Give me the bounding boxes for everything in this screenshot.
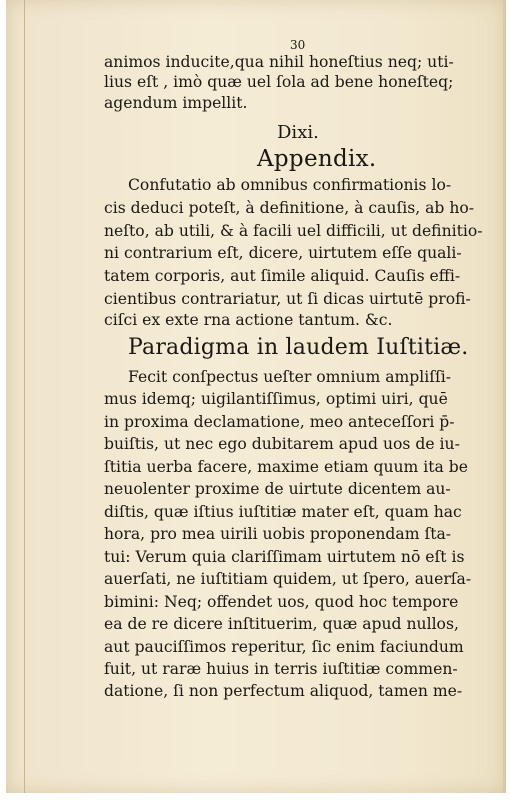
text-line: ea de re dicere inſtituerim, quæ apud nullos, xyxy=(104,615,459,633)
page-number: 30 xyxy=(290,38,306,52)
text-line: agendum impellit. xyxy=(104,94,248,112)
text-line: lius eſt , imò quæ uel ſola ad bene honeſteq; xyxy=(104,73,454,91)
text-line: tui: Verum quia clariſſimam uirtutem nō eſt is xyxy=(104,548,465,566)
text-line: datione, ſi non perfectum aliquod, tamen me- xyxy=(104,682,463,700)
text-line: cientibus contrariatur, ut ſi dicas uirtutē profi- xyxy=(104,290,471,308)
text-line: fuit, ut raræ huius in terris iuſtitiæ commen- xyxy=(104,660,458,678)
text-line: in proxima declamatione, meo anteceſſori p̄- xyxy=(104,413,455,431)
text-line: diſtis, quæ iſtius iuſtitiæ mater eſt, quam hac xyxy=(104,503,462,521)
text-line: Confutatio ab omnibus confirmationis lo- xyxy=(128,176,452,194)
text-line: mus idemq; uigilantiſſimus, optimi uiri, quē xyxy=(104,390,448,408)
text-line: bimini: Neq; offendet uos, quod hoc tempore xyxy=(104,593,459,611)
text-line: tatem corporis, aut ſimile aliquid. Cauſis effi- xyxy=(104,267,461,285)
text-line: auerſati, ne iuſtitiam quidem, ut ſpero, auerſa- xyxy=(104,570,472,588)
text-line: hora, pro mea uirili uobis proponendam ſta- xyxy=(104,525,452,543)
closing-word: Dixi. xyxy=(277,122,319,143)
text-line: ciſci ex exte rna actione tantum. &c. xyxy=(104,311,393,329)
section-heading-paradigma: Paradigma in laudem Iuſtitiæ. xyxy=(128,335,469,360)
text-line: buiſtis, ut nec ego dubitarem apud uos de iu- xyxy=(104,435,460,453)
text-line: cis deduci poteſt, à definitione, à cauſis, ab ho- xyxy=(104,199,475,217)
text-line: animos inducite,qua nihil honeſtius neq; uti- xyxy=(104,53,454,71)
text-line: aut pauciſſimos reperitur, ſic enim faciundum xyxy=(104,638,464,656)
text-line: ſtitia uerba facere, maxime etiam quum ita be xyxy=(104,458,469,476)
text-line: Fecit conſpectus ueſter omnium ampliſſi- xyxy=(128,368,452,386)
text-line: ni contrarium eſt, dicere, uirtutem eſſe quali- xyxy=(104,244,462,262)
text-line: neſto, ab utili, & à facili uel difficili, ut definitio- xyxy=(104,222,483,240)
section-heading-appendix: Appendix. xyxy=(257,146,377,172)
text-line: neuolenter proxime de uirtute dicentem au- xyxy=(104,480,451,498)
